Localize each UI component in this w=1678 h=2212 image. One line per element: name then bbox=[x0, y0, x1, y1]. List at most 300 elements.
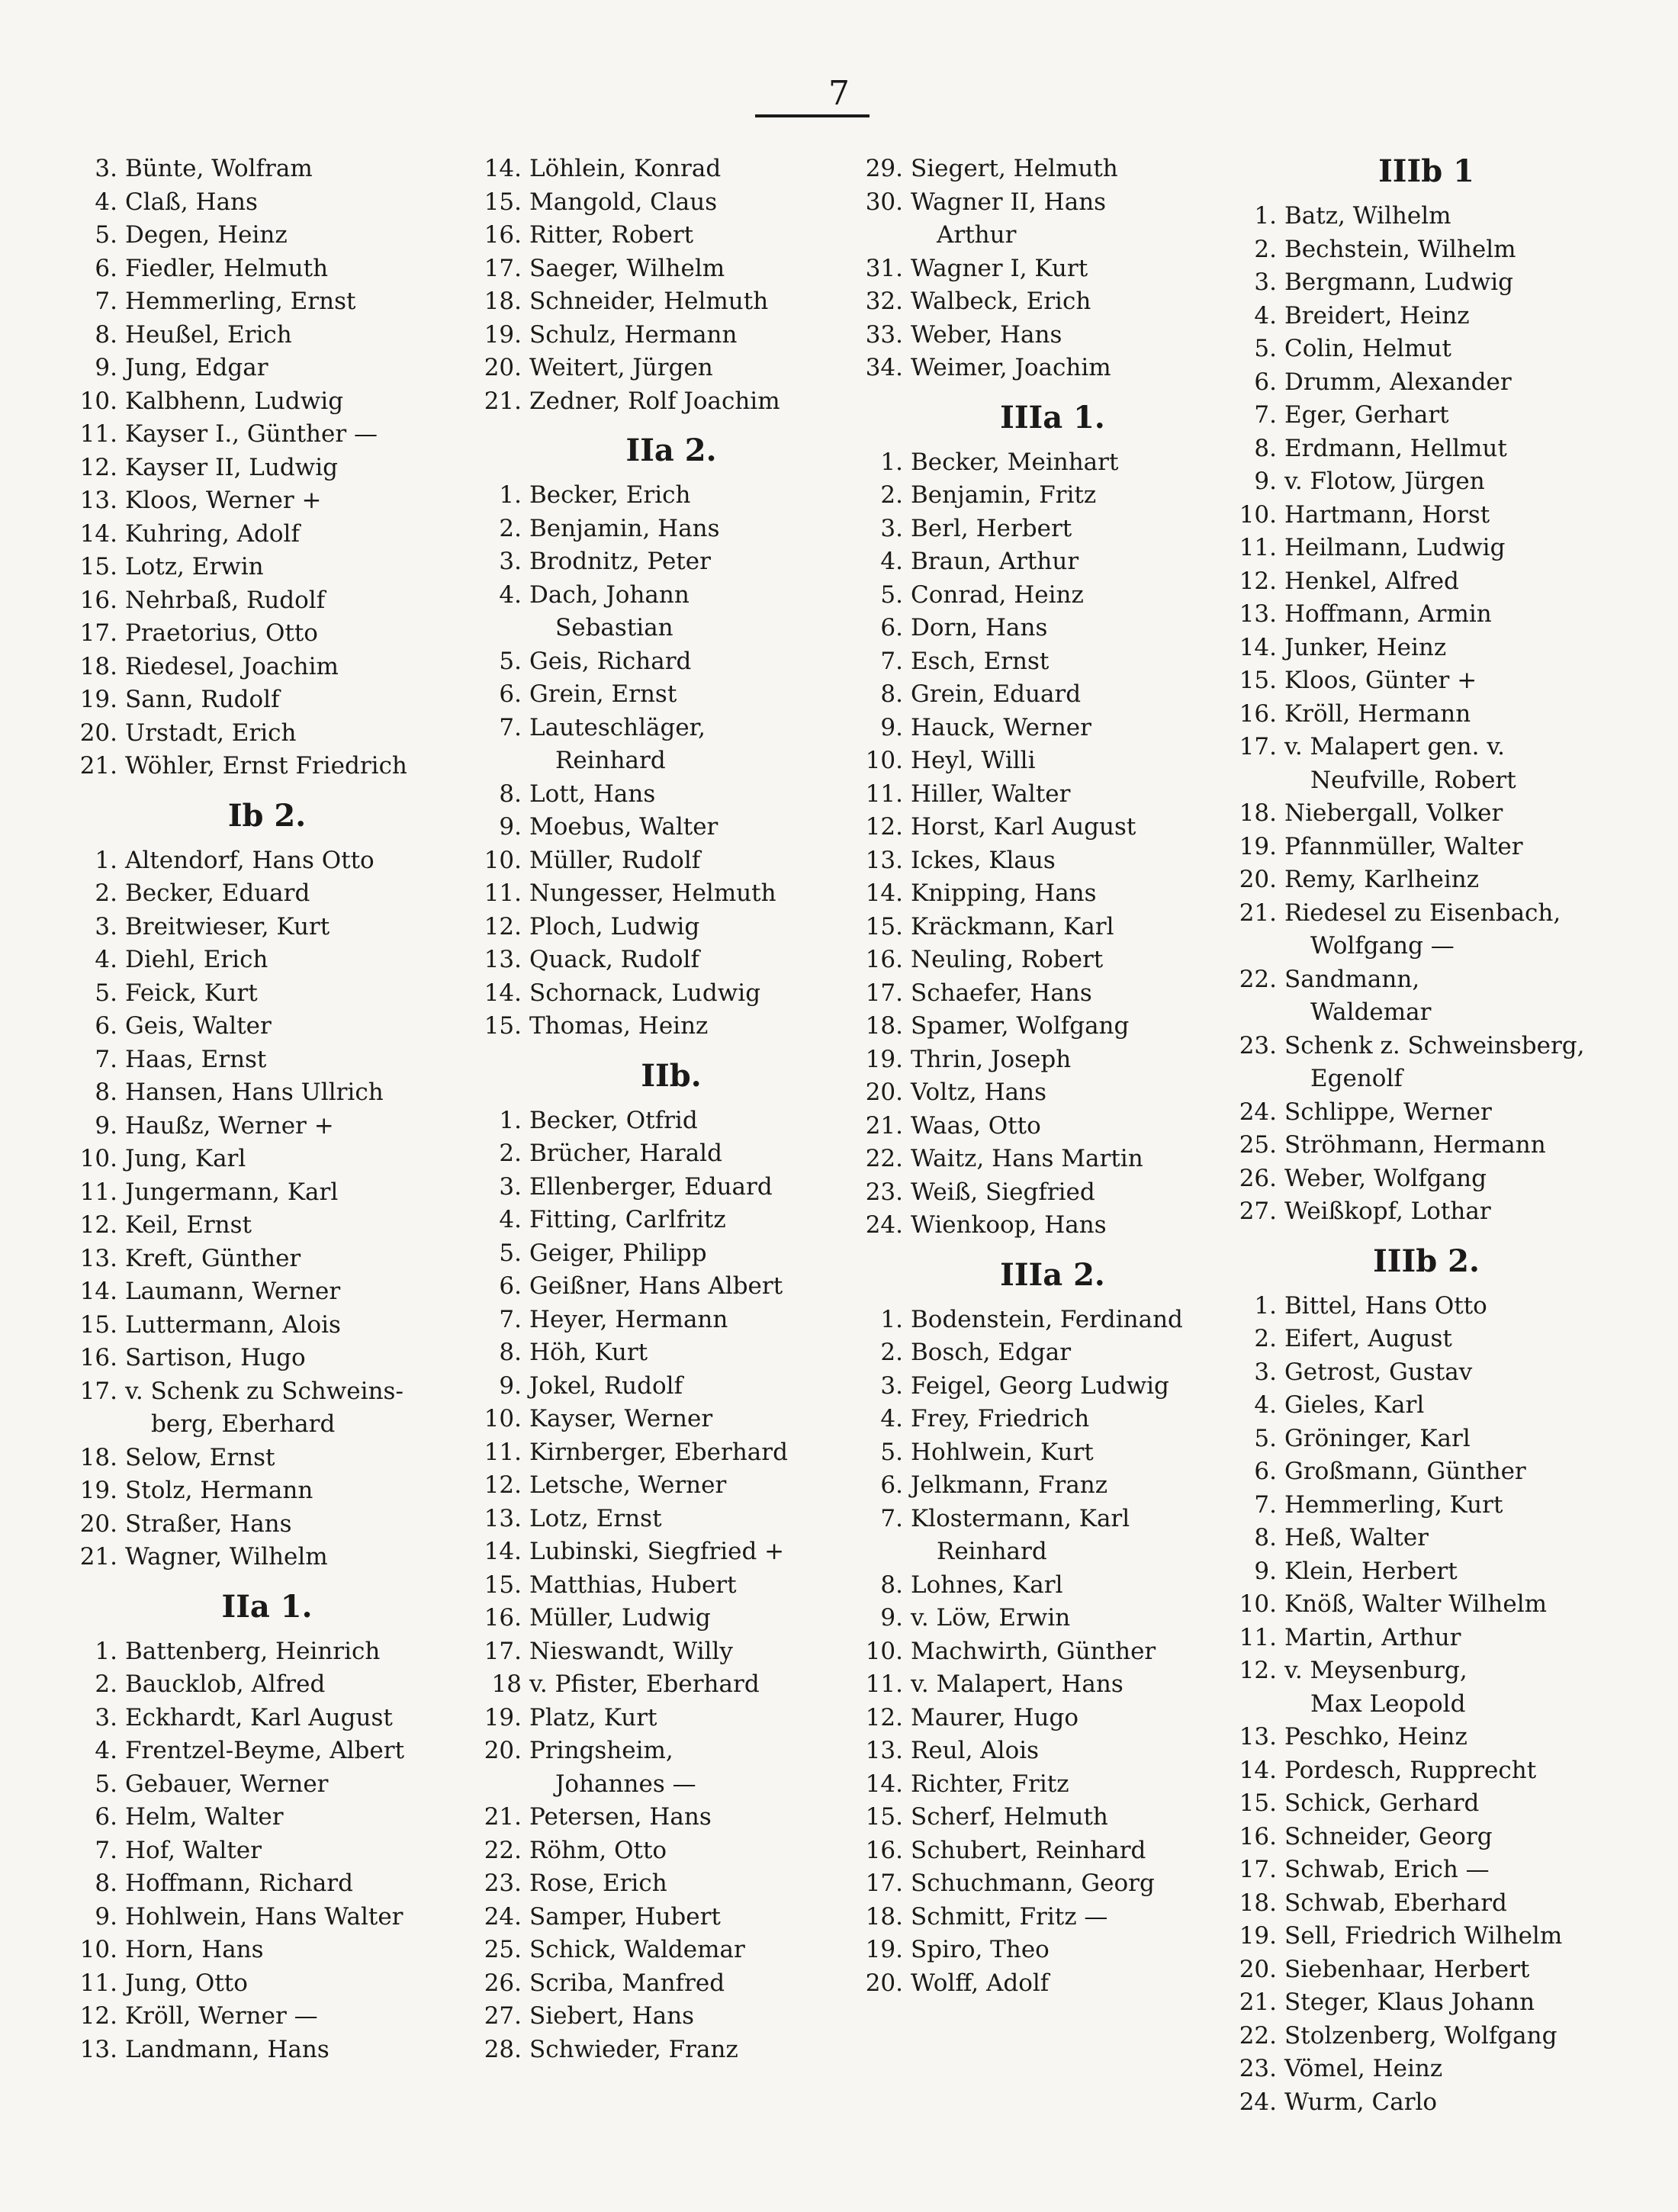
student-entry bbox=[1228, 333, 1625, 366]
entry-name bbox=[911, 1934, 1050, 1967]
entry-name-line: Heß, Walter bbox=[1284, 1524, 1429, 1551]
entry-name-continuation: Arthur bbox=[937, 221, 1017, 249]
student-entry bbox=[1228, 698, 1625, 731]
entry-name bbox=[1284, 698, 1471, 731]
entry-name bbox=[529, 319, 738, 352]
entry-name-line: Jokel, Rudolf bbox=[529, 1371, 683, 1400]
entry-number: 4. bbox=[1254, 301, 1277, 330]
entry-name bbox=[529, 545, 711, 579]
student-entry bbox=[854, 1176, 1251, 1210]
entry-name bbox=[1284, 366, 1512, 400]
entry-number: 21. bbox=[79, 752, 117, 780]
entry-name-line: Keil, Ernst bbox=[125, 1211, 252, 1239]
student-entry bbox=[854, 1304, 1251, 1337]
student-entry bbox=[1228, 1654, 1625, 1721]
entry-name bbox=[529, 1535, 784, 1569]
entry-name-line: Kloos, Günter + bbox=[1284, 667, 1477, 694]
student-entry bbox=[473, 579, 870, 645]
entry-name-line: Riedesel zu Eisenbach, bbox=[1284, 899, 1561, 927]
entry-name-line: Spamer, Wolfgang bbox=[911, 1012, 1130, 1040]
student-entry bbox=[1228, 1588, 1625, 1622]
student-entry bbox=[473, 1867, 870, 1901]
student-entry bbox=[473, 479, 870, 513]
entry-number: 19. bbox=[865, 1045, 903, 1073]
entry-name-line: Wagner II, Hans bbox=[911, 188, 1107, 216]
entry-name bbox=[911, 545, 1078, 579]
entry-number: 26. bbox=[484, 1969, 522, 1997]
entry-name bbox=[125, 518, 300, 551]
student-entry bbox=[854, 1503, 1251, 1569]
entry-name-line: Battenberg, Heinrich bbox=[125, 1637, 381, 1665]
entry-number: 26. bbox=[1239, 1164, 1277, 1192]
entry-name-line: Straßer, Hans bbox=[125, 1509, 292, 1538]
entry-number: 17. bbox=[1239, 1856, 1277, 1883]
student-entry bbox=[473, 545, 870, 579]
entry-name bbox=[1284, 1721, 1467, 1754]
student-entry bbox=[473, 1403, 870, 1436]
entry-name bbox=[911, 1503, 1130, 1569]
entry-name bbox=[125, 1474, 313, 1508]
entry-number: 16. bbox=[484, 221, 522, 249]
entry-name-line: Baucklob, Alfred bbox=[125, 1670, 326, 1698]
entry-number: 24. bbox=[865, 1211, 903, 1239]
student-entry bbox=[473, 186, 870, 220]
entry-number: 2. bbox=[499, 514, 522, 542]
entry-name-line: Benjamin, Hans bbox=[529, 514, 720, 542]
entry-number: 16. bbox=[865, 946, 903, 973]
entry-name-line: Schneider, Helmuth bbox=[529, 288, 769, 315]
entry-name bbox=[1284, 897, 1561, 963]
entry-number: 1. bbox=[880, 448, 903, 476]
entry-name bbox=[529, 1270, 783, 1304]
student-entry bbox=[473, 645, 870, 679]
entry-number: 1. bbox=[95, 1637, 117, 1665]
entry-name bbox=[529, 1204, 726, 1237]
entry-name bbox=[529, 1735, 696, 1801]
entry-name-line: Röhm, Otto bbox=[529, 1836, 667, 1864]
entry-name-line: Frey, Friedrich bbox=[911, 1405, 1090, 1432]
entry-number: 10. bbox=[79, 387, 117, 415]
entry-name-line: Klein, Herbert bbox=[1284, 1557, 1458, 1585]
entry-name-line: Kuhring, Adolf bbox=[125, 519, 300, 548]
student-entry bbox=[1228, 1129, 1625, 1162]
student-entry bbox=[854, 1143, 1251, 1176]
entry-number: 16. bbox=[79, 586, 117, 614]
student-entry bbox=[473, 1702, 870, 1735]
entry-number: 4. bbox=[1254, 1391, 1277, 1419]
entry-name bbox=[125, 1275, 340, 1309]
entry-name-line: Hauck, Werner bbox=[911, 713, 1091, 741]
entry-number: 9. bbox=[1254, 1557, 1277, 1585]
entry-name-line: Kayser II, Ludwig bbox=[125, 453, 338, 481]
student-entry bbox=[854, 153, 1251, 186]
entry-name bbox=[911, 446, 1118, 480]
student-entry bbox=[854, 319, 1251, 352]
entry-number: 2. bbox=[880, 1339, 903, 1366]
entry-number: 22. bbox=[1239, 965, 1277, 993]
entry-name bbox=[1284, 1588, 1547, 1622]
entry-name bbox=[529, 811, 718, 844]
entry-name bbox=[529, 479, 690, 513]
student-entry bbox=[1228, 1195, 1625, 1229]
entry-name bbox=[529, 678, 677, 712]
student-entry bbox=[473, 1535, 870, 1569]
student-entry bbox=[854, 186, 1251, 252]
student-entry bbox=[1228, 300, 1625, 333]
entry-name bbox=[911, 579, 1084, 612]
entry-name-line: Wienkoop, Hans bbox=[911, 1211, 1107, 1239]
student-entry bbox=[1228, 1953, 1625, 1987]
entry-number: 10. bbox=[1239, 500, 1277, 529]
student-entry bbox=[854, 1110, 1251, 1143]
entry-name-line: Gebauer, Werner bbox=[125, 1770, 329, 1798]
entry-number: 17. bbox=[484, 254, 522, 282]
entry-name-line: Wurm, Carlo bbox=[1284, 2088, 1438, 2116]
entry-name bbox=[911, 1110, 1041, 1143]
entry-number: 18 bbox=[491, 1670, 522, 1698]
entry-number: 22. bbox=[484, 1836, 522, 1864]
entry-name-line: Hohlwein, Kurt bbox=[911, 1438, 1094, 1466]
student-entry bbox=[69, 1309, 465, 1342]
entry-number: 10. bbox=[865, 1637, 903, 1665]
entry-name bbox=[1284, 1323, 1452, 1356]
entry-name-line: Schenk z. Schweinsberg, bbox=[1284, 1031, 1585, 1059]
entry-number: 5. bbox=[499, 1239, 522, 1267]
entry-name bbox=[125, 1967, 248, 2001]
student-entry bbox=[69, 219, 465, 252]
entry-number: 10. bbox=[865, 747, 903, 774]
entry-name-line: Praetorius, Otto bbox=[125, 619, 318, 647]
entry-name bbox=[125, 1541, 328, 1574]
entry-name-line: Nehrbaß, Rudolf bbox=[125, 586, 326, 614]
entry-number: 19. bbox=[484, 1703, 522, 1731]
entry-name-line: Eifert, August bbox=[1284, 1325, 1452, 1352]
entry-name bbox=[125, 1768, 329, 1802]
entry-number: 14. bbox=[865, 879, 903, 907]
entry-name-line: Schornack, Ludwig bbox=[529, 979, 761, 1007]
entry-name-line: Bechstein, Wilhelm bbox=[1284, 235, 1516, 263]
entry-name bbox=[529, 1469, 726, 1503]
student-entry bbox=[1228, 1356, 1625, 1390]
student-entry bbox=[473, 1304, 870, 1337]
entry-number: 14. bbox=[1239, 633, 1277, 661]
entry-number: 5. bbox=[95, 221, 117, 249]
entry-name-line: Nieswandt, Willy bbox=[529, 1637, 733, 1665]
entry-name-line: Lubinski, Siegfried + bbox=[529, 1538, 785, 1565]
student-entry bbox=[473, 1436, 870, 1470]
student-entry bbox=[854, 712, 1251, 745]
entry-number: 9. bbox=[499, 813, 522, 841]
entry-name-line: Lauteschläger, bbox=[529, 713, 706, 741]
entry-number: 6. bbox=[95, 254, 117, 282]
entry-name-line: Schmitt, Fritz — bbox=[911, 1902, 1108, 1931]
entry-name-line: Horst, Karl August bbox=[911, 813, 1136, 841]
student-entry bbox=[854, 1010, 1251, 1043]
entry-name-line: Reul, Alois bbox=[911, 1737, 1040, 1764]
entry-name bbox=[1284, 1854, 1490, 1887]
student-entry bbox=[854, 579, 1251, 612]
student-entry bbox=[473, 2000, 870, 2034]
student-entry bbox=[854, 1370, 1251, 1403]
student-entry bbox=[69, 1934, 465, 1967]
entry-name-line: Jung, Otto bbox=[125, 1969, 248, 1997]
column-4 bbox=[1228, 153, 1625, 2119]
entry-name bbox=[529, 944, 699, 977]
student-entry bbox=[1228, 731, 1625, 797]
student-entry bbox=[854, 1702, 1251, 1735]
entry-number: 12. bbox=[79, 453, 117, 481]
entry-name-line: Lotz, Ernst bbox=[529, 1504, 662, 1532]
entry-name-line: Grein, Ernst bbox=[529, 680, 677, 708]
entry-number: 19. bbox=[79, 1477, 117, 1504]
student-entry bbox=[69, 551, 465, 584]
entry-name bbox=[529, 1569, 737, 1603]
entry-number: 2. bbox=[95, 879, 117, 907]
student-entry bbox=[854, 352, 1251, 385]
entry-name-line: Erdmann, Hellmut bbox=[1284, 434, 1507, 462]
entry-number: 4. bbox=[499, 580, 522, 609]
entry-name-line: Saeger, Wilhelm bbox=[529, 254, 725, 282]
entry-name bbox=[1284, 233, 1516, 267]
entry-name-line: Grein, Eduard bbox=[911, 680, 1082, 708]
entry-number: 5. bbox=[95, 979, 117, 1007]
entry-name-line: Feick, Kurt bbox=[125, 979, 258, 1007]
entry-name-line: Moebus, Walter bbox=[529, 813, 718, 841]
entry-number: 12. bbox=[1239, 567, 1277, 595]
entry-number: 16. bbox=[79, 1344, 117, 1371]
entry-name-line: Ellenberger, Eduard bbox=[529, 1172, 773, 1201]
student-entry bbox=[69, 1474, 465, 1508]
entry-number: 13. bbox=[484, 1504, 522, 1532]
student-entry bbox=[854, 252, 1251, 286]
entry-number: 24. bbox=[1239, 1098, 1277, 1126]
entry-name bbox=[125, 1043, 266, 1077]
entry-number: 9. bbox=[880, 713, 903, 741]
student-entry bbox=[1228, 831, 1625, 864]
entry-name-continuation: Reinhard bbox=[937, 1538, 1047, 1565]
entry-name-continuation: Egenolf bbox=[1310, 1065, 1403, 1092]
entry-name-line: Haußz, Werner + bbox=[125, 1111, 334, 1140]
entry-name-line: Jung, Karl bbox=[125, 1145, 246, 1172]
entry-name bbox=[125, 1702, 393, 1735]
entry-number: 16. bbox=[1239, 1822, 1277, 1850]
student-entry bbox=[69, 1375, 465, 1442]
entry-name bbox=[1284, 1290, 1487, 1323]
class-heading: Ib 2. bbox=[227, 797, 307, 834]
entry-name-line: Hiller, Walter bbox=[911, 780, 1071, 808]
entry-name bbox=[1284, 1787, 1479, 1821]
student-entry bbox=[473, 1934, 870, 1967]
entry-name-line: Weimer, Joachim bbox=[911, 354, 1111, 381]
entry-name bbox=[529, 579, 690, 645]
entry-name-line: Conrad, Heinz bbox=[911, 580, 1084, 609]
entry-name bbox=[529, 877, 776, 911]
entry-name-line: Voltz, Hans bbox=[911, 1079, 1047, 1106]
entry-name bbox=[529, 252, 725, 286]
student-entry bbox=[69, 285, 465, 319]
student-entry bbox=[473, 1104, 870, 1138]
student-entry bbox=[69, 944, 465, 977]
entry-number: 16. bbox=[484, 1604, 522, 1632]
student-entry bbox=[1228, 1096, 1625, 1130]
entry-name-line: v. Malapert gen. v. bbox=[1284, 733, 1506, 760]
entry-number: 33. bbox=[865, 320, 903, 349]
student-entry bbox=[854, 911, 1251, 944]
entry-number: 4. bbox=[880, 1405, 903, 1432]
entry-name bbox=[1284, 200, 1451, 233]
entry-name-line: Altendorf, Hans Otto bbox=[125, 846, 374, 874]
entry-name bbox=[125, 418, 378, 452]
student-entry bbox=[1228, 1522, 1625, 1555]
student-entry bbox=[1228, 1622, 1625, 1655]
student-entry bbox=[854, 446, 1251, 480]
student-entry bbox=[473, 319, 870, 352]
student-entry bbox=[69, 1076, 465, 1110]
entry-name bbox=[1284, 465, 1485, 499]
student-entry bbox=[69, 877, 465, 911]
entry-name bbox=[911, 645, 1049, 679]
entry-name-line: Pordesch, Rupprecht bbox=[1284, 1756, 1537, 1784]
entry-name-line: Bünte, Wolfram bbox=[125, 155, 313, 182]
entry-name-line: Dach, Johann bbox=[529, 580, 690, 609]
entry-name-line: Pfannmüller, Walter bbox=[1284, 832, 1523, 860]
entry-name bbox=[1284, 2053, 1442, 2086]
student-entry bbox=[473, 385, 870, 419]
entry-name bbox=[1284, 2086, 1437, 2120]
entry-name bbox=[125, 484, 321, 518]
entry-name-line: Mangold, Claus bbox=[529, 188, 718, 216]
entry-name bbox=[911, 1143, 1143, 1176]
entry-number: 1. bbox=[95, 846, 117, 874]
entry-number: 15. bbox=[484, 188, 522, 216]
entry-number: 9. bbox=[95, 1902, 117, 1931]
entry-name-line: Geis, Richard bbox=[529, 647, 692, 675]
entry-name bbox=[529, 352, 713, 385]
student-entry bbox=[1228, 863, 1625, 897]
entry-name-line: Müller, Ludwig bbox=[529, 1604, 711, 1632]
entry-name-line: Brücher, Harald bbox=[529, 1140, 722, 1167]
entry-name bbox=[529, 1171, 773, 1204]
student-entry bbox=[69, 1010, 465, 1043]
entry-name-line: v. Malapert, Hans bbox=[911, 1670, 1123, 1698]
entry-name bbox=[1284, 1887, 1507, 1921]
student-entry bbox=[854, 678, 1251, 712]
entry-name-line: Quack, Rudolf bbox=[529, 946, 699, 973]
entry-number: 8. bbox=[499, 780, 522, 808]
student-entry bbox=[854, 1043, 1251, 1077]
student-entry bbox=[473, 1635, 870, 1669]
entry-name bbox=[529, 1934, 745, 1967]
entry-name bbox=[1284, 1096, 1492, 1130]
entry-name-line: Ströhmann, Hermann bbox=[1284, 1131, 1546, 1159]
entry-number: 7. bbox=[95, 288, 117, 315]
entry-number: 7. bbox=[95, 1836, 117, 1864]
entry-name-line: Bergmann, Ludwig bbox=[1284, 268, 1513, 296]
entry-number: 18. bbox=[865, 1902, 903, 1931]
student-entry bbox=[69, 1541, 465, 1574]
entry-name-line: Becker, Eduard bbox=[125, 879, 310, 907]
entry-number: 3. bbox=[880, 514, 903, 542]
entry-name bbox=[125, 1010, 272, 1043]
entry-name bbox=[1284, 399, 1449, 432]
entry-name-line: Heußel, Erich bbox=[125, 320, 292, 349]
entry-name-line: Wagner, Wilhelm bbox=[125, 1543, 328, 1571]
entry-number: 11. bbox=[484, 1438, 522, 1466]
entry-name bbox=[1284, 797, 1503, 831]
page-number: 7 bbox=[828, 74, 850, 113]
entry-name-line: Bosch, Edgar bbox=[911, 1339, 1072, 1366]
entry-name bbox=[529, 2034, 738, 2067]
entry-number: 7. bbox=[880, 1504, 903, 1532]
entry-name bbox=[125, 153, 313, 186]
student-entry bbox=[473, 252, 870, 286]
entry-name bbox=[125, 252, 328, 286]
student-entry bbox=[473, 513, 870, 546]
entry-number: 18. bbox=[79, 1443, 117, 1471]
entry-name bbox=[911, 352, 1111, 385]
entry-name-line: Kalbhenn, Ludwig bbox=[125, 387, 344, 415]
entry-name-line: Geiger, Philipp bbox=[529, 1239, 707, 1267]
entry-number: 14. bbox=[865, 1770, 903, 1798]
student-entry bbox=[854, 877, 1251, 911]
entry-number: 16. bbox=[865, 1836, 903, 1864]
entry-name bbox=[911, 778, 1070, 812]
entry-name-line: Jung, Edgar bbox=[125, 354, 268, 381]
student-entry bbox=[473, 844, 870, 878]
student-entry bbox=[69, 1209, 465, 1243]
student-entry bbox=[473, 2034, 870, 2067]
entry-number: 7. bbox=[499, 1305, 522, 1333]
entry-name-continuation: Wolfgang — bbox=[1310, 932, 1455, 960]
entry-number: 6. bbox=[499, 680, 522, 708]
student-entry bbox=[473, 977, 870, 1011]
entry-number: 19. bbox=[1239, 1922, 1277, 1950]
entry-name bbox=[529, 1237, 707, 1271]
entry-number: 19. bbox=[865, 1936, 903, 1963]
entry-name bbox=[1284, 1920, 1562, 1953]
entry-number: 13. bbox=[79, 2035, 117, 2063]
entry-name-line: Kräckmann, Karl bbox=[911, 912, 1114, 940]
entry-number: 13. bbox=[1239, 600, 1277, 628]
student-entry bbox=[473, 877, 870, 911]
entry-number: 1. bbox=[1254, 1291, 1277, 1320]
entry-name-line: Siegert, Helmuth bbox=[911, 155, 1118, 182]
entry-name bbox=[125, 352, 268, 385]
entry-name-line: Hemmerling, Ernst bbox=[125, 288, 356, 315]
entry-name bbox=[911, 319, 1062, 352]
student-entry bbox=[69, 1043, 465, 1077]
entry-number: 3. bbox=[499, 1172, 522, 1201]
student-entry bbox=[69, 186, 465, 220]
entry-name bbox=[125, 1110, 334, 1143]
entry-number: 14. bbox=[484, 155, 522, 182]
student-entry bbox=[473, 1668, 870, 1702]
entry-number: 14. bbox=[484, 979, 522, 1007]
entry-name bbox=[529, 1304, 728, 1337]
entry-number: 1. bbox=[880, 1305, 903, 1333]
entry-name-line: Laumann, Werner bbox=[125, 1278, 341, 1305]
entry-number: 19. bbox=[79, 686, 117, 713]
student-entry bbox=[473, 1336, 870, 1370]
entry-name-line: Nungesser, Helmuth bbox=[529, 879, 776, 907]
student-entry bbox=[69, 1110, 465, 1143]
student-entry bbox=[854, 1834, 1251, 1868]
entry-name bbox=[125, 1342, 306, 1375]
student-entry bbox=[1228, 499, 1625, 532]
entry-number: 20. bbox=[1239, 866, 1277, 893]
entry-name bbox=[1284, 963, 1431, 1030]
entry-name bbox=[529, 1635, 733, 1669]
